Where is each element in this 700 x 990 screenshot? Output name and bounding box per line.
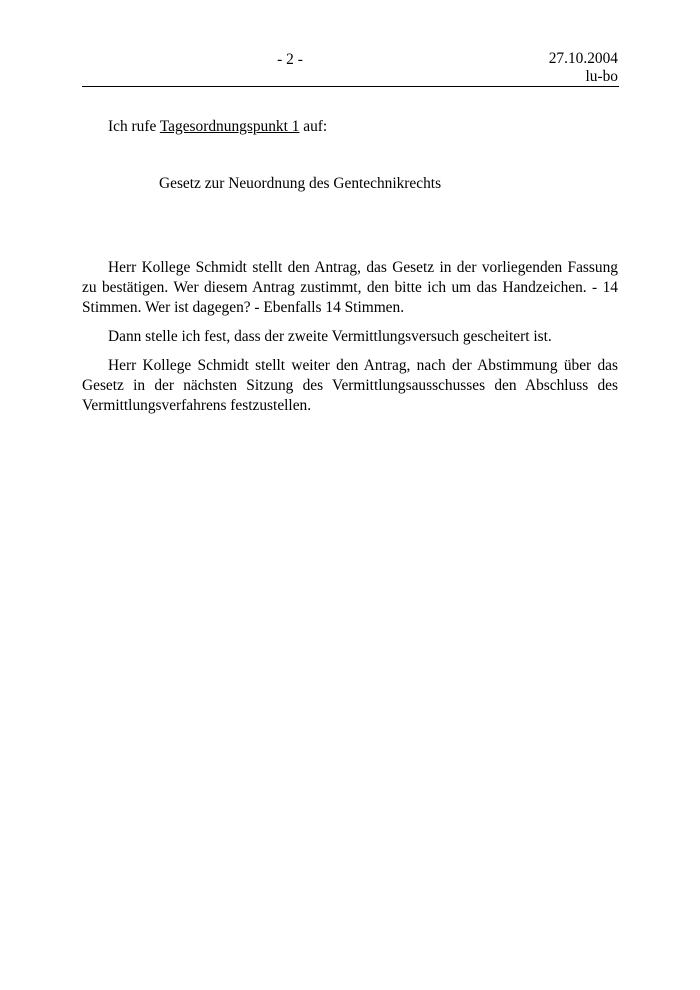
agenda-item-reference: Tagesordnungspunkt 1 — [159, 118, 300, 135]
paragraph: Herr Kollege Schmidt stellt weiter den Antrag, nach der Abstimmung über das Gesetz in der nächsten Sitzung des Vermittlungsausschusses den Abschluss des Vermittlungsverfahrens festzustellen. — [82, 357, 618, 414]
intro-line — [108, 118, 327, 136]
intro-prefix: Ich rufe — [108, 118, 160, 135]
agenda-item-title: Gesetz zur Neuordnung des Gentechnikrechts — [159, 175, 442, 192]
header-divider — [82, 86, 619, 87]
paragraph: Herr Kollege Schmidt stellt den Antrag, das Gesetz in der vorliegenden Fassung zu bestätigen. Wer diesem Antrag zustimmt, den bitte ich um das Handzeichen. - 14 Stimmen. Wer ist dagegen? - Ebenfalls 14 Stimmen. — [82, 259, 618, 316]
paragraph: Dann stelle ich fest, dass der zweite Vermittlungsversuch gescheitert ist. — [108, 328, 552, 345]
intro-suffix: auf: — [299, 118, 328, 135]
header-code: lu-bo — [585, 68, 618, 85]
page-header — [82, 50, 618, 86]
header-date: 27.10.2004 — [548, 50, 618, 67]
page-number: - 2 - — [277, 51, 303, 68]
header-meta — [549, 50, 618, 86]
body-text — [82, 258, 618, 425]
